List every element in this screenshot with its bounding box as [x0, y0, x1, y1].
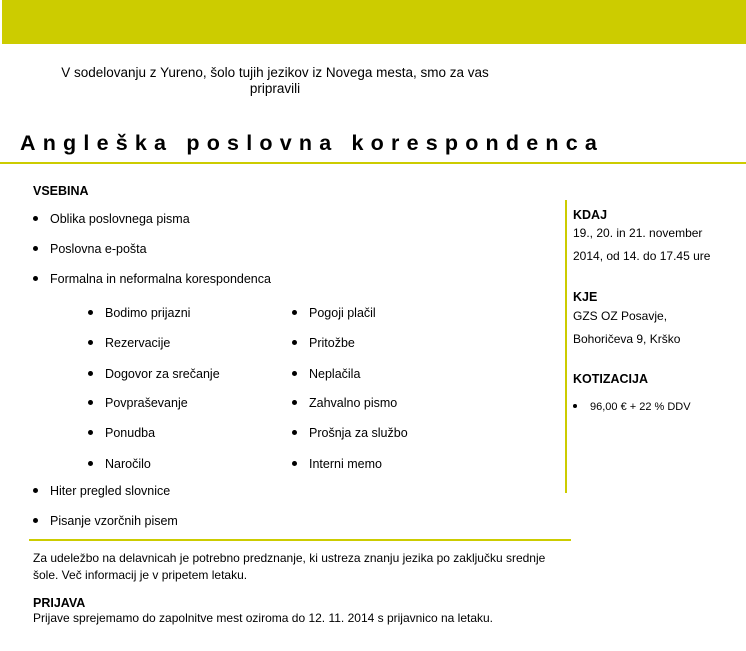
price-item: 96,00 € + 22 % DDV — [573, 401, 691, 413]
sub-list-item: Dogovor za srečanje — [88, 367, 220, 381]
sub-list-item: Rezervacije — [88, 336, 170, 350]
sub-list-item: Pritožbe — [292, 336, 355, 350]
bullet-icon — [33, 246, 38, 251]
page-title: Angleška poslovna korespondenca — [20, 131, 605, 155]
sub-list-item: Pogoji plačil — [292, 306, 376, 320]
top-accent-bar — [2, 0, 746, 44]
sidebar-divider — [565, 200, 567, 493]
sub-list-item: Naročilo — [88, 457, 151, 471]
sub-list-item: Prošnja za službo — [292, 426, 408, 440]
section-divider — [29, 539, 571, 541]
bullet-icon — [88, 340, 93, 345]
bullet-icon — [292, 400, 297, 405]
sub-list-item: Interni memo — [292, 457, 382, 471]
prijava-text: Prijave sprejemamo do zapolnitve mest oziroma do 12. 11. 2014 s prijavnico na letaku. — [33, 611, 494, 625]
bullet-icon — [88, 371, 93, 376]
list-item: Poslovna e-pošta — [33, 242, 147, 256]
bullet-icon — [292, 340, 297, 345]
bullet-icon — [88, 400, 93, 405]
bullet-icon — [292, 310, 297, 315]
bullet-icon — [292, 371, 297, 376]
list-item: Hiter pregled slovnice — [33, 484, 170, 498]
prijava-heading: PRIJAVA — [33, 596, 86, 610]
list-item: Oblika poslovnega pisma — [33, 212, 190, 226]
vsebina-heading: VSEBINA — [33, 184, 89, 198]
kdaj-heading: KDAJ — [573, 208, 608, 222]
kje-heading: KJE — [573, 290, 598, 304]
bullet-icon — [33, 518, 38, 523]
kotizacija-heading: KOTIZACIJA — [573, 372, 648, 386]
sub-list-item: Povpraševanje — [88, 396, 188, 410]
bullet-icon — [88, 310, 93, 315]
sub-list-item: Neplačila — [292, 367, 360, 381]
bullet-icon — [88, 430, 93, 435]
bullet-icon — [292, 461, 297, 466]
title-divider — [0, 162, 746, 164]
sub-list-item: Ponudba — [88, 426, 155, 440]
bullet-icon — [33, 276, 38, 281]
intro-text: V sodelovanju z Yureno, šolo tujih jezikov iz Novega mesta, smo za vas pripravili — [61, 65, 489, 96]
list-item: Pisanje vzorčnih pisem — [33, 514, 178, 528]
sub-list-item: Bodimo prijazni — [88, 306, 190, 320]
kje-text: GZS OZ Posavje, Bohoričeva 9, Krško — [573, 309, 681, 346]
kdaj-text: 19., 20. in 21. november 2014, od 14. do 17.45 ure — [573, 226, 711, 263]
bullet-icon — [33, 216, 38, 221]
list-item: Formalna in neformalna korespondenca — [33, 272, 271, 286]
note-text: Za udeležbo na delavnicah je potrebno predznanje, ki ustreza znanju jezika po zaključku srednje šole. Več informacij je v pripetem letaku. — [33, 551, 546, 582]
bullet-icon — [573, 404, 577, 408]
bullet-icon — [292, 430, 297, 435]
bullet-icon — [88, 461, 93, 466]
sub-list-item: Zahvalno pismo — [292, 396, 397, 410]
bullet-icon — [33, 488, 38, 493]
